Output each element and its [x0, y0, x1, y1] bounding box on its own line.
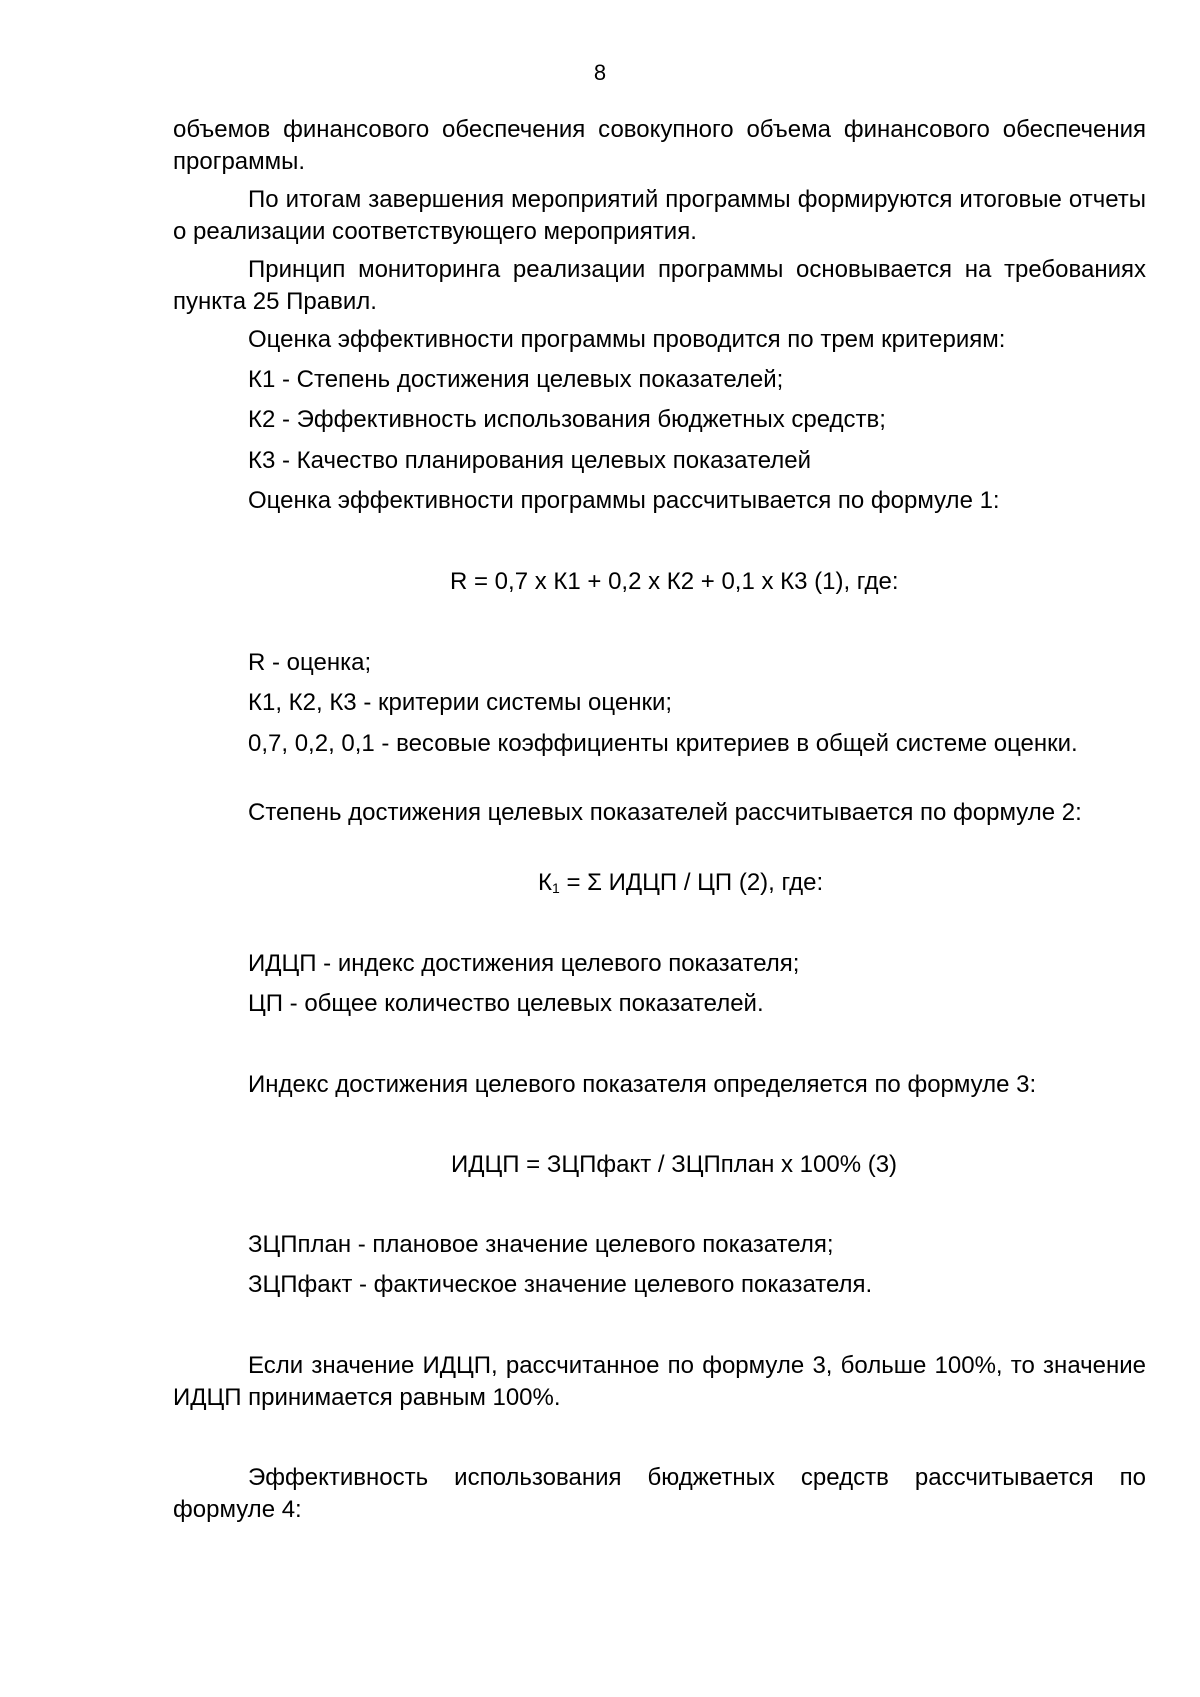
- paragraph-monitoring-principle: Принцип мониторинга реализации программы основывается на требованиях пункта 25 Правил.: [173, 256, 1146, 315]
- formula-2-rest: = Σ ИДЦП / ЦП (2), где:: [559, 869, 824, 896]
- paragraph-formula3-intro: Индекс достижения целевого показателя определяется по формуле 3:: [248, 1071, 1037, 1098]
- definition-cp: ЦП - общее количество целевых показателей.: [248, 990, 764, 1017]
- paragraph-formula4-intro: Эффективность использования бюджетных средств рассчитывается по формуле 4:: [173, 1464, 1146, 1523]
- paragraph-idcp-cap: Если значение ИДЦП, рассчитанное по формуле 3, больше 100%, то значение ИДЦП принимается равным 100%.: [173, 1352, 1146, 1411]
- paragraph-formula1-intro: Оценка эффективности программы рассчитывается по формуле 1:: [248, 487, 1000, 514]
- formula-2: [538, 867, 1038, 901]
- criterion-k2: К2 - Эффективность использования бюджетных средств;: [248, 406, 886, 433]
- paragraph-financing: объемов финансового обеспечения совокупного объема финансового обеспечения программы.: [173, 116, 1146, 175]
- definition-zcp-fact: ЗЦПфакт - фактическое значение целевого показателя.: [248, 1271, 873, 1298]
- formula-2-subscript: 1: [551, 880, 560, 896]
- criterion-k3: К3 - Качество планирования целевых показателей: [248, 447, 812, 474]
- page-number: 8: [593, 60, 607, 85]
- definition-idcp: ИДЦП - индекс достижения целевого показателя;: [248, 950, 800, 977]
- formula-2-k: К: [538, 869, 552, 896]
- definition-weights: 0,7, 0,2, 0,1 - весовые коэффициенты критериев в общей системе оценки.: [248, 730, 1078, 757]
- definition-zcp-plan: ЗЦПплан - плановое значение целевого показателя;: [248, 1231, 834, 1258]
- paragraph-criteria-intro: Оценка эффективности программы проводится по трем критериям:: [248, 326, 1006, 353]
- formula-1: R = 0,7 х К1 + 0,2 х К2 + 0,1 х К3 (1), где:: [450, 568, 899, 595]
- formula-3: ИДЦП = ЗЦПфакт / ЗЦПплан х 100% (3): [451, 1151, 898, 1178]
- criterion-k1: К1 - Степень достижения целевых показателей;: [248, 366, 784, 393]
- paragraph-final-reports: По итогам завершения мероприятий программы формируются итоговые отчеты о реализации соответствующего мероприятия.: [173, 186, 1146, 245]
- definition-r: R - оценка;: [248, 649, 372, 676]
- paragraph-formula2-intro: Степень достижения целевых показателей рассчитывается по формуле 2:: [248, 799, 1082, 826]
- definition-k-criteria: К1, К2, К3 - критерии системы оценки;: [248, 689, 673, 716]
